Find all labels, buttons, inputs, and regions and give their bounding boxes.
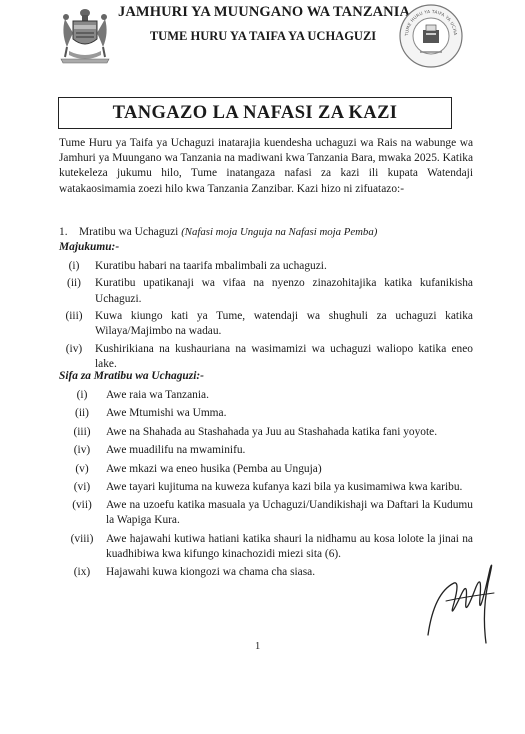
qualifications-heading: Sifa za Mratibu wa Uchaguzi:-: [59, 370, 204, 382]
item-number: (i): [68, 260, 80, 272]
list-item: [59, 388, 473, 403]
item-number: (v): [75, 462, 89, 475]
list-item: [59, 425, 473, 440]
section-heading: [59, 226, 377, 238]
item-text: Awe na Shahada au Stashahada ya Juu au Stashahada katika fani yoyote.: [106, 425, 438, 438]
item-number: (viii): [70, 532, 94, 545]
item-text: Awe muadilifu na mwaminifu.: [106, 444, 246, 457]
item-number: (vii): [72, 499, 92, 512]
item-text: Kuratibu habari na taarifa mbalimbali za uchaguzi.: [95, 260, 327, 272]
list-item: [59, 480, 473, 495]
duties-heading: Majukumu:-: [59, 241, 120, 253]
item-number: (ii): [75, 407, 89, 420]
list-item: [59, 443, 473, 458]
section-note: (Nafasi moja Unguja na Nafasi moja Pemba): [181, 226, 378, 238]
item-number: (iii): [73, 425, 91, 438]
page-title: TANGAZO LA NAFASI ZA KAZI: [112, 102, 398, 123]
list-item: [59, 565, 473, 580]
signature-icon: [424, 553, 504, 651]
title-box: [58, 97, 452, 129]
list-item: [59, 406, 473, 421]
header-commission-name: TUME HURU YA TAIFA YA UCHAGUZI: [149, 29, 377, 43]
section-title: Mratibu wa Uchaguzi: [79, 226, 179, 238]
item-text: Kuratibu upatikanaji wa vifaa na nyenzo zinazohitajika katika kufanikisha Uchaguzi.: [95, 277, 473, 305]
item-number: (ii): [67, 277, 81, 290]
item-number: (i): [76, 389, 88, 401]
item-text: Awe mkazi wa eneo husika (Pemba au Unguja): [106, 462, 322, 475]
page-number: 1: [255, 641, 261, 652]
qualifications-list: [59, 388, 473, 584]
item-number: (iv): [73, 444, 91, 457]
list-item: [59, 259, 473, 274]
item-number: (iii): [65, 310, 83, 323]
item-number: (ix): [73, 566, 91, 579]
item-text: Awe na uzoefu katika masuala ya Uchaguzi/Uandikishaji wa Daftari la Kudumu la Wapiga Kura.: [106, 499, 473, 527]
item-text: Hajawahi kuwa kiongozi wa chama cha siasa.: [106, 566, 316, 579]
list-item: [59, 532, 473, 562]
item-text: Kushirikiana na kushauriana na wasimamizi wa uchaguzi waliopo katika eneo lake.: [95, 342, 473, 370]
item-text: Awe hajawahi kutiwa hatiani katika shauri la nidhamu au kosa lolote la jinai na kuadhibiwa kwa kifungo kinachozidi miezi sita (6).: [106, 532, 473, 560]
list-item: [59, 342, 473, 372]
item-text: Awe raia wa Tanzania.: [106, 389, 209, 401]
list-item: [59, 498, 473, 528]
item-text: Kuwa kiungo kati ya Tume, watendaji wa shughuli za uchaguzi katika Wilaya/Majimbo na wadau.: [95, 310, 473, 338]
intro-paragraph: Tume Huru ya Taifa ya Uchaguzi inatarajia kuendesha uchaguzi wa Rais na wabunge wa Jamhuri ya Muungano wa Tanzania na madiwani kwa Tanzania Bara, mwaka 2025. Katika kutekeleza jukumu hilo, Tume inatangaza nafasi za kazi ili kupata Watendaji watakaosimamia zoezi hilo kwa Tanzania Zanzibar. Kazi hizo ni zifuatazo:-: [59, 137, 473, 195]
section-number: 1.: [59, 226, 68, 238]
list-item: [59, 276, 473, 306]
item-number: (vi): [73, 480, 91, 493]
item-number: (iv): [65, 342, 83, 355]
commission-seal-icon: [398, 3, 464, 69]
item-text: Awe Mtumishi wa Umma.: [106, 407, 227, 420]
item-text: Awe tayari kujituma na kuweza kufanya kazi bila ya kusimamiwa kwa karibu.: [106, 480, 463, 493]
seal-text: TUME HURU YA TAIFA YA UCHA: [404, 9, 458, 37]
list-item: [59, 462, 473, 477]
header-republic-name: JAMHURI YA MUUNGANO WA TANZANIA: [118, 4, 411, 20]
duties-list: [59, 259, 473, 374]
coat-of-arms-icon: [55, 3, 115, 65]
list-item: [59, 309, 473, 339]
